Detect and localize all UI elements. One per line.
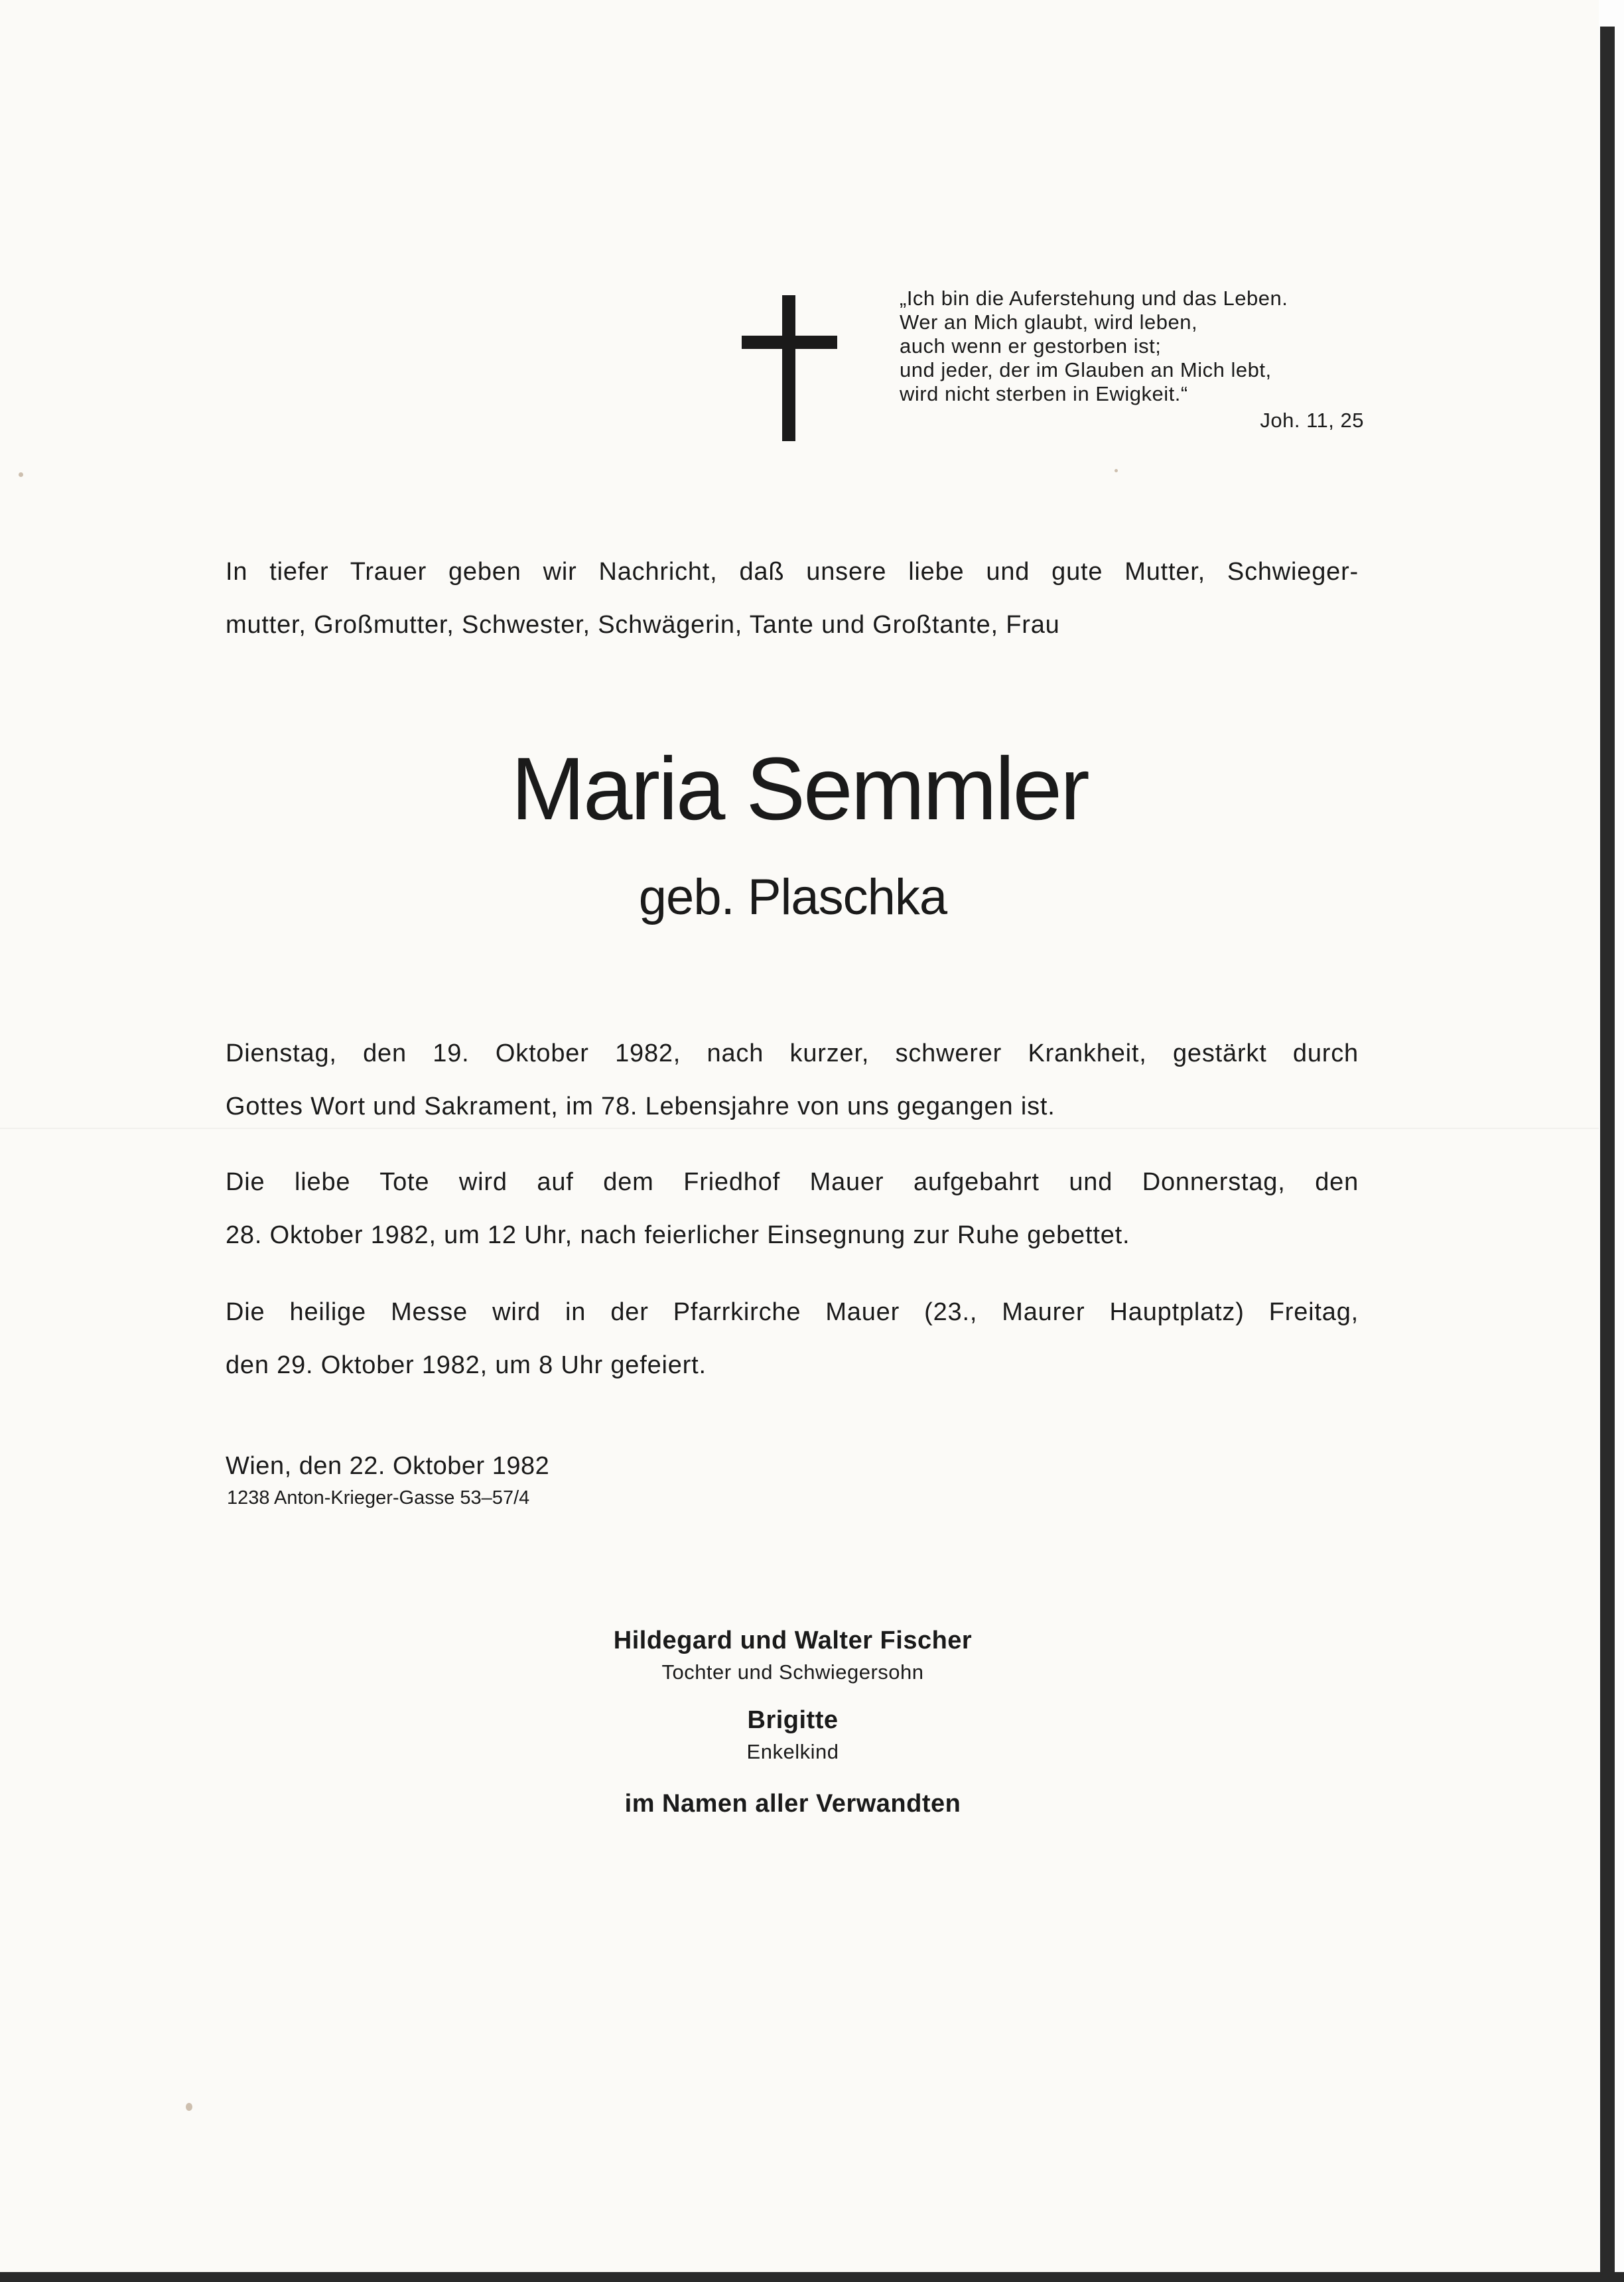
mass-line: Die heilige Messe wird in der Pfarrkirche Mauer (23., Maurer Hauptplatz) Freitag, — [226, 1298, 1359, 1326]
place-and-date: Wien, den 22. Oktober 1982 — [226, 1452, 550, 1480]
address: 1238 Anton-Krieger-Gasse 53–57/4 — [227, 1487, 530, 1509]
bible-quote — [900, 287, 1364, 433]
death-line: Gottes Wort und Sakrament, im 78. Lebensjahre von uns gegangen ist. — [226, 1093, 1055, 1120]
signer-name: Hildegard und Walter Fischer — [613, 1627, 973, 1654]
deceased-birth-name: geb. Plaschka — [638, 869, 947, 925]
quote-line: und jeder, der im Glauben an Mich lebt, — [900, 358, 1272, 381]
intro-line: mutter, Großmutter, Schwester, Schwägerin, Tante und Großtante, Frau — [226, 611, 1060, 639]
death-paragraph — [226, 1027, 1359, 1133]
burial-line: 28. Oktober 1982, um 12 Uhr, nach feierlicher Einsegnung zur Ruhe gebettet. — [226, 1221, 1130, 1249]
quote-reference: Joh. 11, 25 — [1260, 409, 1364, 432]
quote-line: „Ich bin die Auferstehung und das Leben. — [900, 287, 1288, 310]
paper-speck — [186, 2103, 192, 2111]
paper-speck — [19, 472, 23, 477]
cross-horizontal-bar — [742, 336, 837, 349]
quote-line: wird nicht sterben in Ewigkeit.“ — [900, 382, 1188, 405]
quote-line: auch wenn er gestorben ist; — [900, 334, 1162, 358]
death-line: Dienstag, den 19. Oktober 1982, nach kurzer, schwerer Krankheit, gestärkt durch — [226, 1040, 1359, 1067]
signers-block — [0, 1622, 1586, 1822]
intro-paragraph — [226, 545, 1359, 651]
cross-vertical-bar — [782, 295, 795, 441]
burial-line: Die liebe Tote wird auf dem Friedhof Mauer aufgebahrt und Donnerstag, den — [226, 1168, 1359, 1196]
signer-name: Brigitte — [747, 1706, 839, 1734]
deceased-name: Maria Semmler — [511, 740, 1088, 839]
signer-role: Tochter und Schwiegersohn — [661, 1660, 924, 1684]
quote-line: Wer an Mich glaubt, wird leben, — [900, 310, 1198, 334]
scan-dark-edge — [1600, 27, 1615, 2282]
burial-paragraph — [226, 1156, 1359, 1262]
scan-bottom-edge — [0, 2272, 1624, 2282]
mass-paragraph — [226, 1286, 1359, 1392]
mass-line: den 29. Oktober 1982, um 8 Uhr gefeiert. — [226, 1351, 707, 1379]
paper-speck — [1115, 469, 1118, 472]
closing-line: im Namen aller Verwandten — [624, 1790, 961, 1818]
signer-role: Enkelkind — [746, 1740, 839, 1763]
intro-line: In tiefer Trauer geben wir Nachricht, daß unsere liebe und gute Mutter, Schwieger- — [226, 558, 1359, 586]
